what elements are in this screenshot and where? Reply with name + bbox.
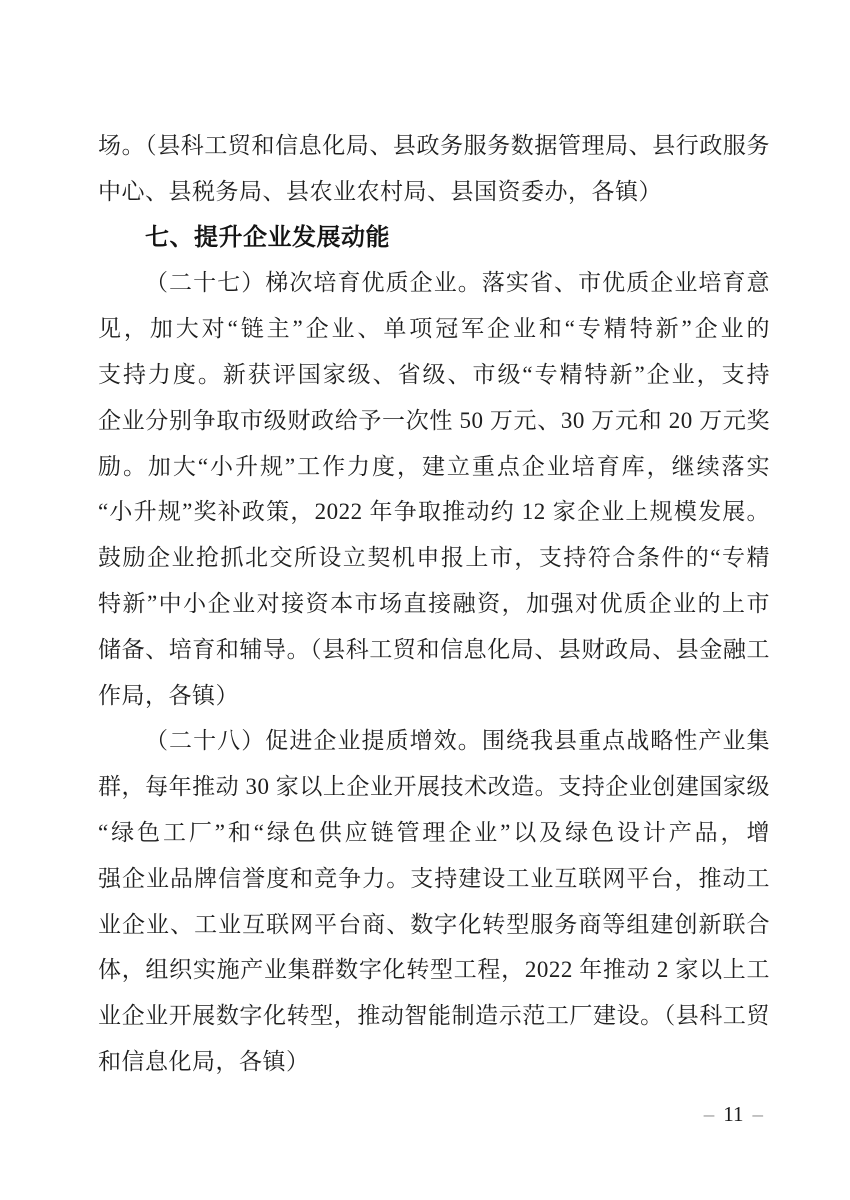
body-line: 鼓励企业抢抓北交所设立契机申报上市，支持符合条件的“专精 [98, 545, 770, 571]
body-line: 励。加大“小升规”工作力度，建立重点企业培育库，继续落实 [98, 453, 770, 479]
body-line: 和信息化局，各镇） [98, 1048, 310, 1074]
body-line: 强企业品牌信誉度和竞争力。支持建设工业互联网平台，推动工 [98, 865, 770, 891]
section-heading: 七、提升企业发展动能 [145, 223, 390, 251]
body-line: （二十七）梯次培育优质企业。落实省、市优质企业培育意 [145, 270, 770, 296]
body-line: “小升规”奖补政策，2022 年争取推动约 12 家企业上规模发展。 [98, 499, 770, 525]
body-line: 场。（县科工贸和信息化局、县政务服务数据管理局、县行政服务 [98, 133, 770, 158]
body-line: 业企业开展数字化转型，推动智能制造示范工厂建设。（县科工贸 [98, 1003, 770, 1029]
body-line: 体，组织实施产业集群数字化转型工程，2022 年推动 2 家以上工 [98, 957, 770, 983]
page-number-dash-left: – [703, 1102, 715, 1126]
body-line: 见，加大对“链主”企业、单项冠军企业和“专精特新”企业的 [98, 316, 770, 342]
body-line: 作局，各镇） [98, 682, 239, 708]
body-line: 支持力度。新获评国家级、省级、市级“专精特新”企业，支持 [98, 361, 770, 387]
body-line: 企业分别争取市级财政给予一次性 50 万元、30 万元和 20 万元奖 [98, 407, 770, 433]
body-line: 储备、培育和辅导。（县科工贸和信息化局、县财政局、县金融工 [98, 636, 770, 662]
page-number-value: 11 [723, 1102, 744, 1126]
body-line: “绿色工厂”和“绿色供应链管理企业”以及绿色设计产品，增 [98, 819, 770, 845]
page-number-dash-right: – [752, 1102, 763, 1126]
body-line: 中心、县税务局、县农业农村局、县国资委办，各镇） [98, 178, 662, 204]
body-line: （二十八）促进企业提质增效。围绕我县重点战略性产业集 [145, 728, 770, 754]
body-line: 特新”中小企业对接资本市场直接融资，加强对优质企业的上市 [98, 590, 770, 616]
body-line: 业企业、工业互联网平台商、数字化转型服务商等组建创新联合 [98, 911, 770, 937]
text-block [98, 123, 770, 1085]
body-line: 群，每年推动 30 家以上企业开展技术改造。支持企业创建国家级 [98, 774, 770, 800]
page-number [695, 1102, 772, 1126]
